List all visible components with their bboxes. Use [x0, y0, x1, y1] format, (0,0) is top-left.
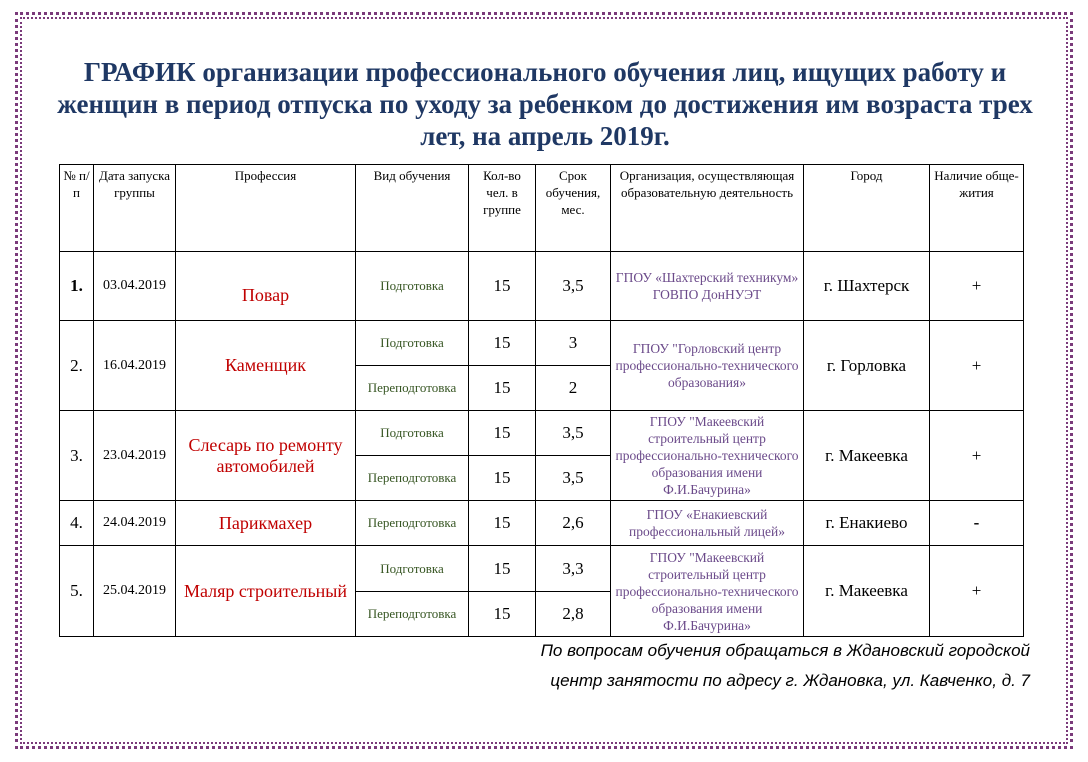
row-kind: Переподготовка: [356, 592, 469, 637]
row-term: 2,8: [536, 592, 611, 637]
row-date: 23.04.2019: [94, 411, 176, 501]
row-count: 15: [469, 366, 536, 411]
row-count: 15: [469, 411, 536, 456]
header-date: Дата запуска группы: [94, 165, 176, 252]
row-dorm: +: [930, 411, 1024, 501]
row-dorm: -: [930, 501, 1024, 546]
row-count: 15: [469, 592, 536, 637]
header-term: Срок обучения, мес.: [536, 165, 611, 252]
row-profession: Маляр строительный: [176, 546, 356, 637]
row-number: 5.: [60, 546, 94, 637]
header-num: № п/п: [60, 165, 94, 252]
row-city: г. Енакиево: [804, 501, 930, 546]
row-count: 15: [469, 456, 536, 501]
table-row: [60, 321, 1024, 366]
row-city: г. Шахтерск: [804, 252, 930, 321]
row-term: 3: [536, 321, 611, 366]
row-city: г. Макеевка: [804, 411, 930, 501]
row-kind: Подготовка: [356, 252, 469, 321]
row-profession: Слесарь по ремонту автомобилей: [176, 411, 356, 501]
row-number: 1.: [60, 252, 94, 321]
row-kind: Подготовка: [356, 321, 469, 366]
table-header-row: [60, 165, 1024, 252]
table-row: [60, 411, 1024, 456]
row-term: 3,5: [536, 252, 611, 321]
footer-contact-line-2: центр занятости по адресу г. Ждановка, ул. Кавченко, д. 7: [550, 671, 1030, 690]
row-kind: Переподготовка: [356, 456, 469, 501]
schedule-table: [59, 164, 1024, 637]
row-dorm: +: [930, 546, 1024, 637]
header-count: Кол-во чел. в группе: [469, 165, 536, 252]
row-date: 16.04.2019: [94, 321, 176, 411]
row-term: 3,5: [536, 411, 611, 456]
header-profession: Профессия: [176, 165, 356, 252]
table-row: [60, 252, 1024, 321]
header-kind: Вид обучения: [356, 165, 469, 252]
row-org: ГПОУ "Макеевский строительный центр профессионально-технического образования имени Ф.И.Бачурина»: [611, 546, 804, 637]
row-term: 3,3: [536, 546, 611, 592]
row-date: 03.04.2019: [94, 252, 176, 321]
row-number: 3.: [60, 411, 94, 501]
row-kind: Переподготовка: [356, 501, 469, 546]
footer-contact-line-1: По вопросам обучения обращаться в Ждановский городской: [540, 641, 1030, 660]
row-city: г. Горловка: [804, 321, 930, 411]
table-row: [60, 546, 1024, 592]
row-term: 2: [536, 366, 611, 411]
header-org: Организация, осуществляющая образовательную деятельность: [611, 165, 804, 252]
row-kind: Подготовка: [356, 546, 469, 592]
row-number: 4.: [60, 501, 94, 546]
row-date: 25.04.2019: [94, 546, 176, 637]
row-profession: Повар: [176, 252, 356, 321]
row-profession: Каменщик: [176, 321, 356, 411]
row-org: ГПОУ "Горловский центр профессионально-технического образования»: [611, 321, 804, 411]
table-row: [60, 501, 1024, 546]
header-dorm: Наличие обще-жития: [930, 165, 1024, 252]
header-city: Город: [804, 165, 930, 252]
row-number: 2.: [60, 321, 94, 411]
row-count: 15: [469, 501, 536, 546]
row-city: г. Макеевка: [804, 546, 930, 637]
row-count: 15: [469, 252, 536, 321]
row-org: ГПОУ "Макеевский строительный центр профессионально-технического образования имени Ф.И.Бачурина»: [611, 411, 804, 501]
row-profession: Парикмахер: [176, 501, 356, 546]
row-dorm: +: [930, 321, 1024, 411]
row-org: ГПОУ «Шахтерский техникум» ГОВПО ДонНУЭТ: [611, 252, 804, 321]
row-kind: Переподготовка: [356, 366, 469, 411]
document-title: ГРАФИК организации профессионального обучения лиц, ищущих работу и женщин в период отпуска по уходу за ребенком до достижения им возраста трех лет, на апрель 2019г.: [57, 57, 1033, 151]
row-count: 15: [469, 546, 536, 592]
row-term: 2,6: [536, 501, 611, 546]
row-count: 15: [469, 321, 536, 366]
row-kind: Подготовка: [356, 411, 469, 456]
row-org: ГПОУ «Енакиевский профессиональный лицей»: [611, 501, 804, 546]
row-date: 24.04.2019: [94, 501, 176, 546]
row-term: 3,5: [536, 456, 611, 501]
row-dorm: +: [930, 252, 1024, 321]
